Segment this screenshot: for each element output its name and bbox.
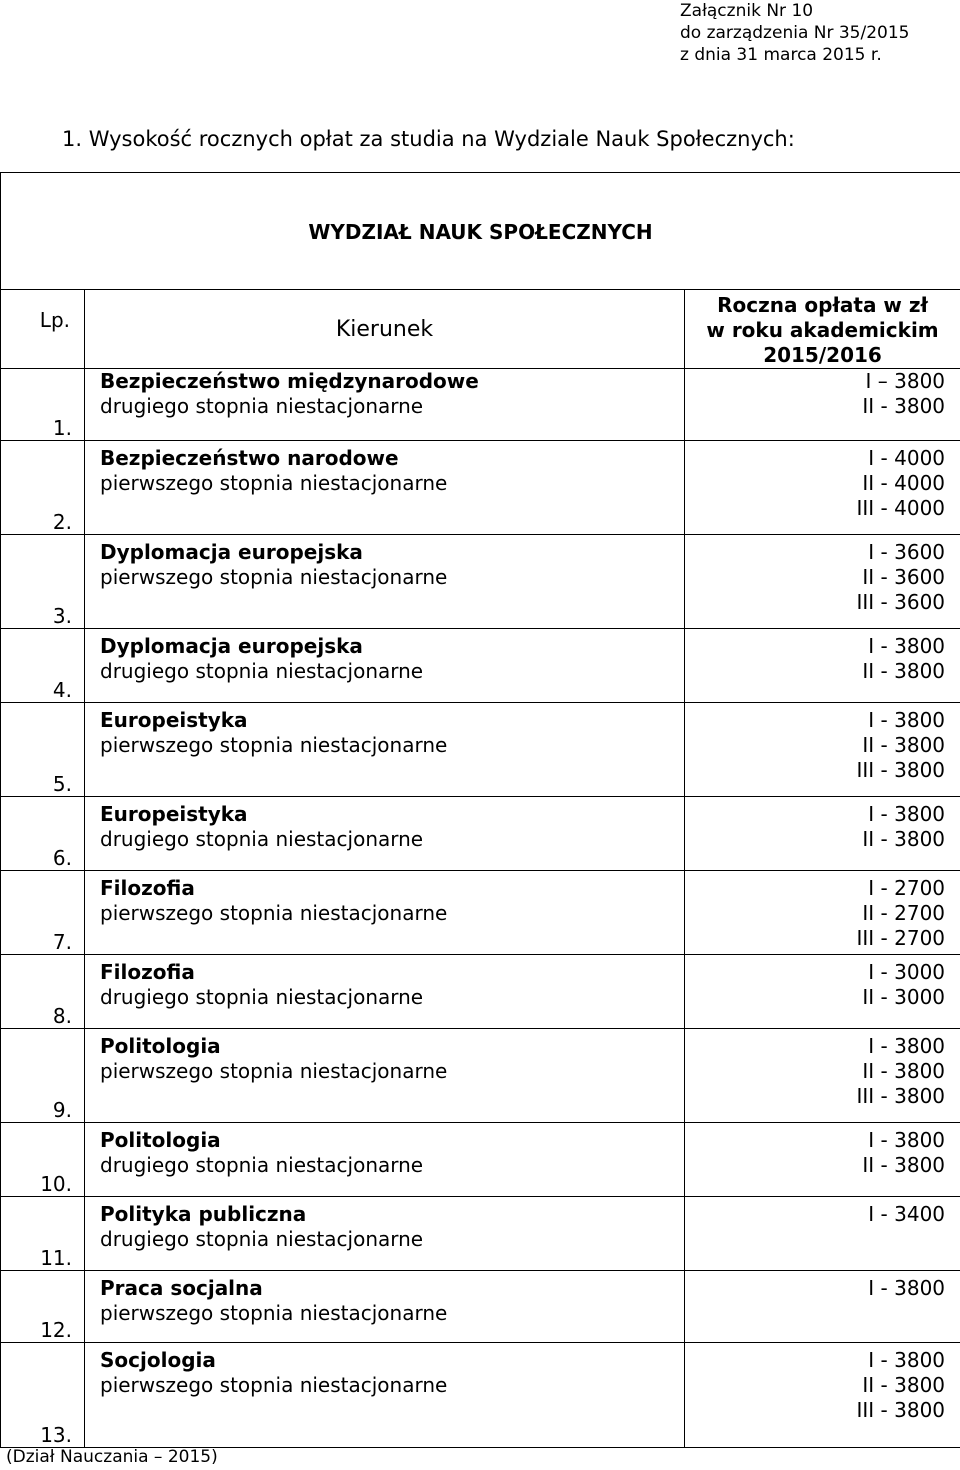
fees-table-body — [1, 173, 960, 1448]
study-mode: drugiego stopnia niestacjonarne — [100, 985, 424, 1009]
fee-cell — [685, 1123, 960, 1197]
program-name: Politologia — [100, 1034, 221, 1058]
fee-amount: I - 3800 — [868, 1128, 946, 1152]
fee-amount: I - 3800 — [868, 1034, 946, 1058]
row-number: 5. — [52, 772, 72, 796]
fee-amount: III - 3800 — [856, 1084, 946, 1108]
fee-amount: III - 3600 — [856, 590, 946, 614]
program-cell — [85, 703, 685, 797]
program-cell — [85, 629, 685, 703]
fee-amount: II - 3600 — [862, 565, 946, 589]
fee-cell — [685, 1343, 960, 1448]
fee-cell — [685, 1029, 960, 1123]
program-name: Europeistyka — [100, 802, 248, 826]
program-name: Politologia — [100, 1128, 221, 1152]
row-number: 13. — [40, 1423, 72, 1447]
program-cell — [85, 441, 685, 535]
program-name: Bezpieczeństwo międzynarodowe — [100, 369, 479, 393]
row-number-cell — [1, 797, 85, 871]
program-cell — [85, 369, 685, 441]
program-name: Polityka publiczna — [100, 1202, 307, 1226]
header-program — [85, 290, 685, 369]
program-name: Dyplomacja europejska — [100, 540, 363, 564]
fee-amount: II - 3800 — [862, 659, 946, 683]
fee-amount: I - 3800 — [868, 634, 946, 658]
fee-cell — [685, 871, 960, 955]
table-row — [1, 871, 960, 955]
study-mode: pierwszego stopnia niestacjonarne — [100, 565, 448, 589]
row-number: 7. — [52, 930, 72, 954]
fee-amount: I - 3600 — [868, 540, 946, 564]
program-cell — [85, 535, 685, 629]
fee-amount: II - 4000 — [862, 471, 946, 495]
row-number-cell — [1, 535, 85, 629]
study-mode: drugiego stopnia niestacjonarne — [100, 394, 424, 418]
row-number: 8. — [52, 1004, 72, 1028]
fee-amount: I – 3800 — [865, 369, 946, 393]
table-row — [1, 955, 960, 1029]
row-number-cell — [1, 441, 85, 535]
study-mode: drugiego stopnia niestacjonarne — [100, 659, 424, 683]
fee-cell — [685, 703, 960, 797]
row-number: 1. — [52, 416, 72, 440]
table-row — [1, 369, 960, 441]
fee-cell — [685, 1197, 960, 1271]
study-mode: pierwszego stopnia niestacjonarne — [100, 1301, 448, 1325]
faculty-cell — [1, 173, 960, 290]
faculty-row — [1, 173, 960, 290]
fee-amount: II - 3800 — [862, 733, 946, 757]
header-fee-line3: 2015/2016 — [763, 343, 882, 367]
program-cell — [85, 1343, 685, 1448]
fee-amount: II - 3800 — [862, 1153, 946, 1177]
study-mode: pierwszego stopnia niestacjonarne — [100, 1059, 448, 1083]
fee-cell — [685, 1271, 960, 1343]
row-number: 2. — [52, 510, 72, 534]
fee-amount: II - 3000 — [862, 985, 946, 1009]
study-mode: pierwszego stopnia niestacjonarne — [100, 733, 448, 757]
table-row — [1, 1271, 960, 1343]
fee-cell — [685, 535, 960, 629]
fee-cell — [685, 629, 960, 703]
row-number: 10. — [40, 1172, 72, 1196]
row-number-cell — [1, 1343, 85, 1448]
fee-amount: II - 3800 — [862, 827, 946, 851]
row-number: 3. — [52, 604, 72, 628]
row-number-cell — [1, 629, 85, 703]
row-number-cell — [1, 703, 85, 797]
footer-note: (Dział Nauczania – 2015) — [6, 1447, 218, 1467]
table-row — [1, 441, 960, 535]
program-name: Europeistyka — [100, 708, 248, 732]
header-lp — [1, 290, 85, 369]
fee-amount: I - 4000 — [868, 446, 946, 470]
annex-date: z dnia 31 marca 2015 r. — [680, 45, 882, 65]
fee-cell — [685, 797, 960, 871]
program-cell — [85, 955, 685, 1029]
row-number: 6. — [52, 846, 72, 870]
header-fee — [685, 290, 960, 369]
table-row — [1, 1123, 960, 1197]
fee-amount: I - 3800 — [868, 708, 946, 732]
row-number: 4. — [52, 678, 72, 702]
row-number-cell — [1, 1123, 85, 1197]
faculty-title: WYDZIAŁ NAUK SPOŁECZNYCH — [308, 220, 653, 244]
fee-amount: I - 2700 — [868, 876, 946, 900]
annex-reference — [680, 0, 910, 66]
annex-number: Załącznik Nr 10 — [680, 1, 814, 21]
row-number-cell — [1, 1029, 85, 1123]
row-number-cell — [1, 369, 85, 441]
fee-amount: I - 3800 — [868, 1276, 946, 1300]
fee-amount: I - 3000 — [868, 960, 946, 984]
fee-cell — [685, 441, 960, 535]
program-cell — [85, 1029, 685, 1123]
program-name: Dyplomacja europejska — [100, 634, 363, 658]
study-mode: drugiego stopnia niestacjonarne — [100, 1227, 424, 1251]
header-fee-line2: w roku akademickim — [706, 318, 939, 342]
program-cell — [85, 871, 685, 955]
program-name: Filozofia — [100, 960, 195, 984]
header-row — [1, 290, 960, 369]
fee-amount: III - 2700 — [856, 926, 946, 950]
fees-table — [0, 172, 960, 1448]
study-mode: pierwszego stopnia niestacjonarne — [100, 1373, 448, 1397]
fee-amount: III - 4000 — [856, 496, 946, 520]
fee-cell — [685, 369, 960, 441]
row-number: 9. — [52, 1098, 72, 1122]
row-number-cell — [1, 955, 85, 1029]
table-row — [1, 629, 960, 703]
table-row — [1, 1197, 960, 1271]
fee-amount: II - 3800 — [862, 394, 946, 418]
table-row — [1, 1029, 960, 1123]
program-cell — [85, 797, 685, 871]
study-mode: drugiego stopnia niestacjonarne — [100, 1153, 424, 1177]
program-name: Bezpieczeństwo narodowe — [100, 446, 399, 470]
fee-amount: III - 3800 — [856, 758, 946, 782]
annex-order: do zarządzenia Nr 35/2015 — [680, 23, 910, 43]
program-cell — [85, 1123, 685, 1197]
row-number: 11. — [40, 1246, 72, 1270]
program-name: Praca socjalna — [100, 1276, 263, 1300]
program-name: Filozofia — [100, 876, 195, 900]
program-cell — [85, 1197, 685, 1271]
row-number: 12. — [40, 1318, 72, 1342]
header-fee-line1: Roczna opłata w zł — [717, 293, 928, 317]
fee-amount: II - 2700 — [862, 901, 946, 925]
study-mode: pierwszego stopnia niestacjonarne — [100, 901, 448, 925]
row-number-cell — [1, 1197, 85, 1271]
header-lp-label: Lp. — [39, 308, 70, 332]
study-mode: drugiego stopnia niestacjonarne — [100, 827, 424, 851]
study-mode: pierwszego stopnia niestacjonarne — [100, 471, 448, 495]
fee-amount: III - 3800 — [856, 1398, 946, 1422]
section-heading: 1. Wysokość rocznych opłat za studia na Wydziale Nauk Społecznych: — [62, 127, 795, 151]
fee-amount: I - 3400 — [868, 1202, 946, 1226]
program-cell — [85, 1271, 685, 1343]
table-row — [1, 797, 960, 871]
fee-cell — [685, 955, 960, 1029]
header-program-label: Kierunek — [335, 316, 434, 342]
program-name: Socjologia — [100, 1348, 216, 1372]
table-row — [1, 535, 960, 629]
table-row — [1, 1343, 960, 1448]
row-number-cell — [1, 871, 85, 955]
table-row — [1, 703, 960, 797]
fee-amount: II - 3800 — [862, 1059, 946, 1083]
row-number-cell — [1, 1271, 85, 1343]
fee-amount: I - 3800 — [868, 802, 946, 826]
fee-amount: I - 3800 — [868, 1348, 946, 1372]
fee-amount: II - 3800 — [862, 1373, 946, 1397]
